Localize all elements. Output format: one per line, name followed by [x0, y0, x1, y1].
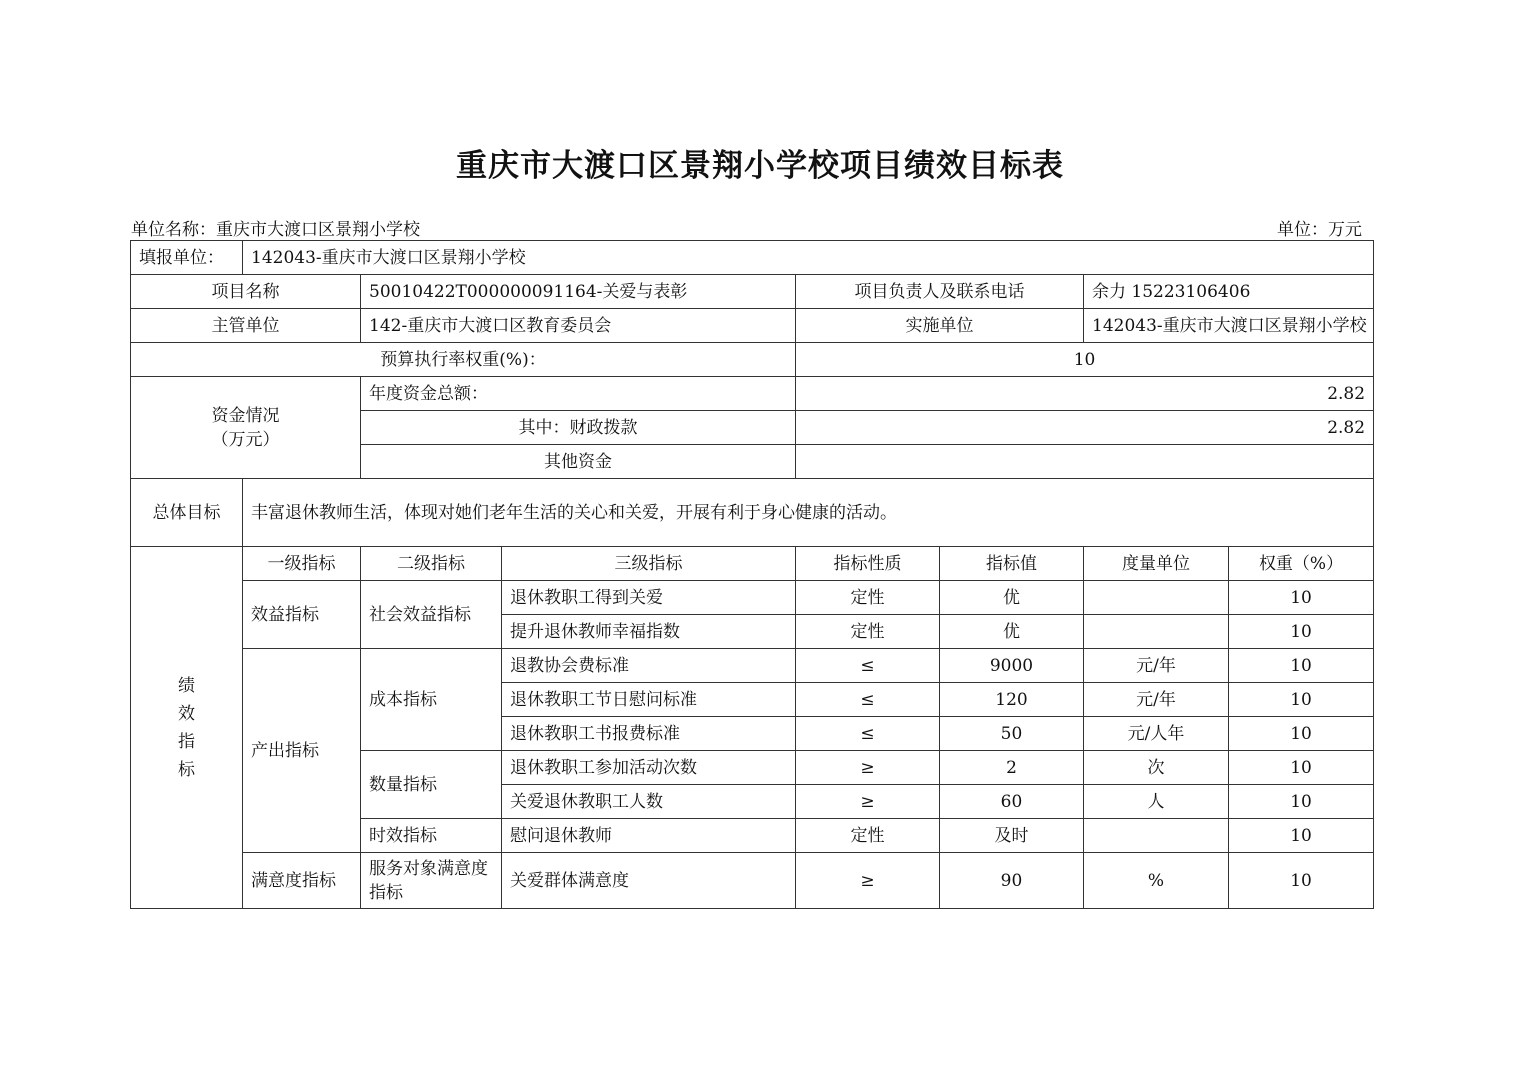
contact-value: 余力 15223106406 — [1084, 275, 1374, 309]
indicator-value: 120 — [940, 683, 1084, 717]
funds-other-label: 其他资金 — [361, 445, 796, 479]
funds-fiscal-value: 2.82 — [796, 411, 1374, 445]
indicator-nature: 定性 — [796, 819, 940, 853]
group-benefit: 效益指标 — [243, 581, 361, 649]
funds-total-value: 2.82 — [796, 377, 1374, 411]
performance-table — [130, 240, 1374, 909]
project-name-row — [131, 275, 1374, 309]
indicator-unit: 次 — [1084, 751, 1229, 785]
indicator-value: 60 — [940, 785, 1084, 819]
budget-weight-label: 预算执行率权重(%)： — [131, 343, 796, 377]
project-name-value: 50010422T000000091164-关爱与表彰 — [361, 275, 796, 309]
indicator-nature: ≥ — [796, 853, 940, 909]
indicator-header-row — [131, 547, 1374, 581]
table-row — [131, 649, 1374, 683]
indicator-weight: 10 — [1229, 819, 1374, 853]
page-title: 重庆市大渡口区景翔小学校项目绩效目标表 — [456, 148, 1064, 184]
indicator-weight: 10 — [1229, 853, 1374, 909]
table-row — [131, 853, 1374, 909]
fill-unit-label: 填报单位： — [131, 241, 243, 275]
funds-total-label: 年度资金总额： — [361, 377, 796, 411]
overall-goal-label: 总体目标 — [131, 479, 243, 547]
perf-char: 效 — [178, 703, 195, 724]
indicator-name: 退休教职工书报费标准 — [502, 717, 796, 751]
funds-total-row — [131, 377, 1374, 411]
indicator-unit — [1084, 581, 1229, 615]
performance-indicators-label — [131, 547, 243, 909]
indicator-nature: 定性 — [796, 581, 940, 615]
group-quantity: 数量指标 — [361, 751, 502, 819]
indicator-nature: ≤ — [796, 683, 940, 717]
indicator-nature: 定性 — [796, 615, 940, 649]
contact-label: 项目负责人及联系电话 — [796, 275, 1084, 309]
unit-name: 单位名称：重庆市大渡口区景翔小学校 — [131, 220, 420, 240]
indicator-weight: 10 — [1229, 649, 1374, 683]
perf-char: 标 — [178, 759, 195, 780]
indicator-value: 优 — [940, 581, 1084, 615]
group-output: 产出指标 — [243, 649, 361, 853]
indicator-name: 关爱退休教职工人数 — [502, 785, 796, 819]
indicator-name: 关爱群体满意度 — [502, 853, 796, 909]
indicator-weight: 10 — [1229, 581, 1374, 615]
indicator-name: 退休教职工得到关爱 — [502, 581, 796, 615]
indicator-weight: 10 — [1229, 751, 1374, 785]
unit-currency: 单位：万元 — [1277, 220, 1362, 240]
indicator-value: 优 — [940, 615, 1084, 649]
supervisor-value: 142-重庆市大渡口区教育委员会 — [361, 309, 796, 343]
overall-goal-value: 丰富退休教师生活，体现对她们老年生活的关心和关爱，开展有利于身心健康的活动。 — [243, 479, 1374, 547]
indicator-unit: 元/人年 — [1084, 717, 1229, 751]
indicator-value: 50 — [940, 717, 1084, 751]
indicator-name: 退休教职工参加活动次数 — [502, 751, 796, 785]
indicator-value: 9000 — [940, 649, 1084, 683]
fill-unit-row — [131, 241, 1374, 275]
perf-char: 指 — [178, 731, 195, 752]
supervisor-row — [131, 309, 1374, 343]
indicator-value: 2 — [940, 751, 1084, 785]
header-nature: 指标性质 — [796, 547, 940, 581]
indicator-name: 退休教职工节日慰问标准 — [502, 683, 796, 717]
implementer-label: 实施单位 — [796, 309, 1084, 343]
indicator-unit: 人 — [1084, 785, 1229, 819]
indicator-unit: % — [1084, 853, 1229, 909]
funds-fiscal-label: 其中：财政拨款 — [361, 411, 796, 445]
indicator-nature: ≥ — [796, 751, 940, 785]
indicator-name: 退教协会费标准 — [502, 649, 796, 683]
funds-other-value — [796, 445, 1374, 479]
indicator-name: 提升退休教师幸福指数 — [502, 615, 796, 649]
funds-label-line1: 资金情况 — [211, 405, 280, 426]
budget-weight-value: 10 — [796, 343, 1374, 377]
group-service-target: 服务对象满意度指标 — [361, 853, 502, 909]
group-cost: 成本指标 — [361, 649, 502, 751]
supervisor-label: 主管单位 — [131, 309, 361, 343]
funds-label — [131, 377, 361, 479]
indicator-unit — [1084, 615, 1229, 649]
implementer-value: 142043-重庆市大渡口区景翔小学校 — [1084, 309, 1374, 343]
indicator-name: 慰问退休教师 — [502, 819, 796, 853]
indicator-unit: 元/年 — [1084, 683, 1229, 717]
indicator-weight: 10 — [1229, 615, 1374, 649]
project-name-label: 项目名称 — [131, 275, 361, 309]
overall-goal-row — [131, 479, 1374, 547]
header-weight: 权重（%） — [1229, 547, 1374, 581]
header-level3: 三级指标 — [502, 547, 796, 581]
indicator-value: 及时 — [940, 819, 1084, 853]
fill-unit-value: 142043-重庆市大渡口区景翔小学校 — [243, 241, 1374, 275]
indicator-nature: ≤ — [796, 649, 940, 683]
indicator-nature: ≥ — [796, 785, 940, 819]
group-timeliness: 时效指标 — [361, 819, 502, 853]
header-level1: 一级指标 — [243, 547, 361, 581]
group-satisfaction: 满意度指标 — [243, 853, 361, 909]
indicator-value: 90 — [940, 853, 1084, 909]
table-row — [131, 581, 1374, 615]
header-unit: 度量单位 — [1084, 547, 1229, 581]
indicator-weight: 10 — [1229, 717, 1374, 751]
indicator-unit — [1084, 819, 1229, 853]
perf-char: 绩 — [178, 675, 195, 696]
header-level2: 二级指标 — [361, 547, 502, 581]
indicator-nature: ≤ — [796, 717, 940, 751]
group-social: 社会效益指标 — [361, 581, 502, 649]
indicator-weight: 10 — [1229, 785, 1374, 819]
budget-weight-row — [131, 343, 1374, 377]
funds-label-line2: （万元） — [211, 429, 280, 450]
indicator-unit: 元/年 — [1084, 649, 1229, 683]
header-value: 指标值 — [940, 547, 1084, 581]
indicator-weight: 10 — [1229, 683, 1374, 717]
